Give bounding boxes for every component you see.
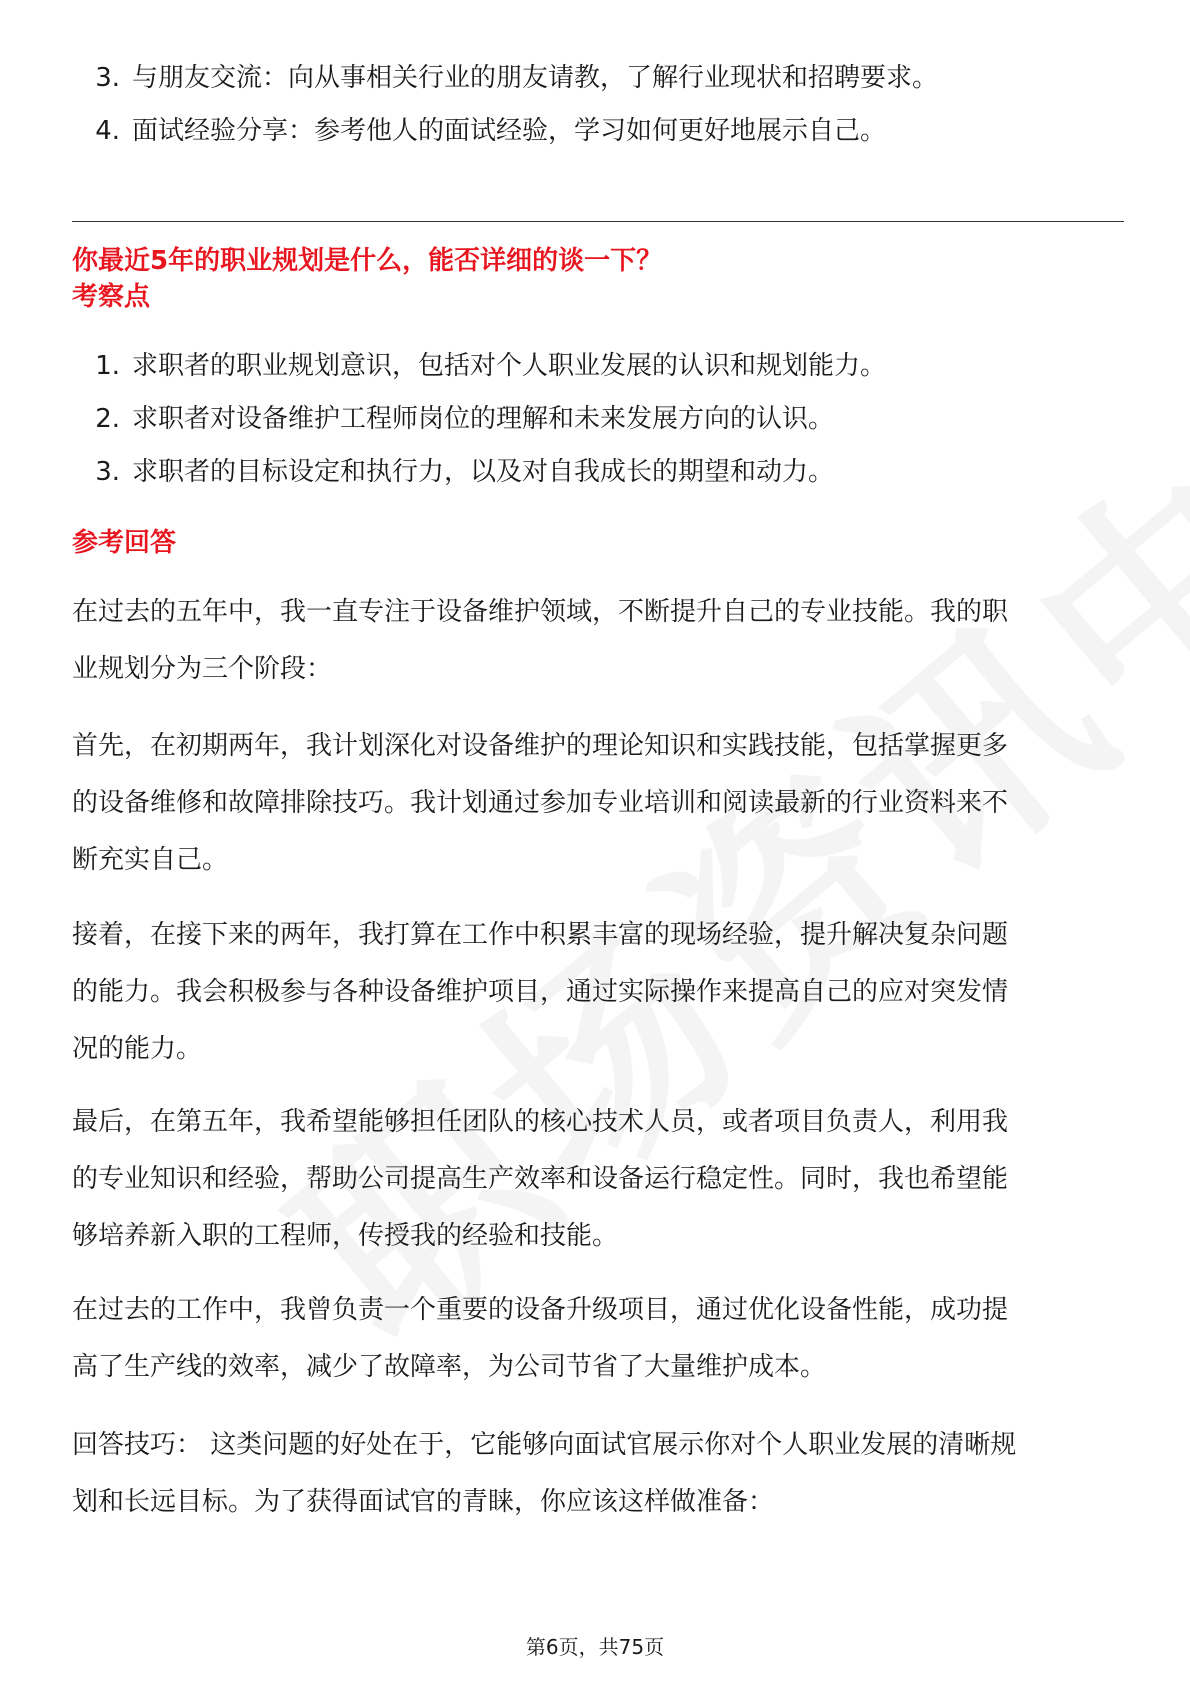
paragraph-line: 划和长远目标。为了获得面试官的青睐，你应该这样做准备： <box>72 1487 775 1517</box>
list-item <box>72 399 1122 439</box>
list-item <box>72 58 1122 98</box>
answer-paragraph <box>72 584 1122 698</box>
paragraph-line: 最后，在第五年，我希望能够担任团队的核心技术人员，或者项目负责人，利用我 <box>72 1107 1009 1137</box>
list-text: 求职者对设备维护工程师岗位的理解和未来发展方向的认识。 <box>132 404 835 434</box>
section-divider <box>72 221 1124 222</box>
paragraph-line: 在过去的五年中，我一直专注于设备维护领域，不断提升自己的专业技能。我的职 <box>72 597 1009 627</box>
list-number: 3. <box>95 63 120 93</box>
paragraph-line: 的专业知识和经验，帮助公司提高生产效率和设备运行稳定性。同时，我也希望能 <box>72 1164 1009 1194</box>
list-number: 3. <box>95 457 120 487</box>
paragraph-line: 首先，在初期两年，我计划深化对设备维护的理论知识和实践技能，包括掌握更多 <box>72 731 1009 761</box>
list-text: 求职者的目标设定和执行力，以及对自我成长的期望和动力。 <box>132 457 835 487</box>
paragraph-line: 高了生产线的效率，减少了故障率，为公司节省了大量维护成本。 <box>72 1352 827 1382</box>
list-item <box>72 111 1122 151</box>
answer-paragraph <box>72 1094 1122 1265</box>
answer-paragraph <box>72 1282 1122 1396</box>
list-text: 求职者的职业规划意识，包括对个人职业发展的认识和规划能力。 <box>132 351 887 381</box>
list-text: 与朋友交流：向从事相关行业的朋友请教，了解行业现状和招聘要求。 <box>132 63 939 93</box>
list-number: 4. <box>95 116 120 146</box>
list-item <box>72 452 1122 492</box>
paragraph-line: 回答技巧： 这类问题的好处在于，它能够向面试官展示你对个人职业发展的清晰规 <box>72 1430 1017 1460</box>
answer-paragraph <box>72 718 1122 889</box>
paragraph-line: 况的能力。 <box>72 1034 203 1064</box>
list-item <box>72 346 1122 386</box>
paragraph-line: 断充实自己。 <box>72 845 229 875</box>
paragraph-line: 够培养新入职的工程师，传授我的经验和技能。 <box>72 1221 619 1251</box>
answer-heading: 参考回答 <box>72 528 177 558</box>
question-heading: 你最近5年的职业规划是什么，能否详细的谈一下？ <box>72 246 663 276</box>
paragraph-line: 接着，在接下来的两年，我打算在工作中积累丰富的现场经验，提升解决复杂问题 <box>72 920 1009 950</box>
list-text: 面试经验分享：参考他人的面试经验，学习如何更好地展示自己。 <box>132 116 887 146</box>
list-number: 1. <box>95 351 120 381</box>
paragraph-line: 业规划分为三个阶段： <box>72 654 333 684</box>
answer-paragraph <box>72 907 1122 1078</box>
answer-tips-paragraph <box>72 1417 1122 1531</box>
assessment-heading: 考察点 <box>72 282 151 312</box>
paragraph-line: 在过去的工作中，我曾负责一个重要的设备升级项目，通过优化设备性能，成功提 <box>72 1295 1009 1325</box>
page-number: 第6页，共75页 <box>525 1635 665 1659</box>
paragraph-line: 的设备维修和故障排除技巧。我计划通过参加专业培训和阅读最新的行业资料来不 <box>72 788 1009 818</box>
list-number: 2. <box>95 404 120 434</box>
paragraph-line: 的能力。我会积极参与各种设备维护项目，通过实际操作来提高自己的应对突发情 <box>72 977 1009 1007</box>
